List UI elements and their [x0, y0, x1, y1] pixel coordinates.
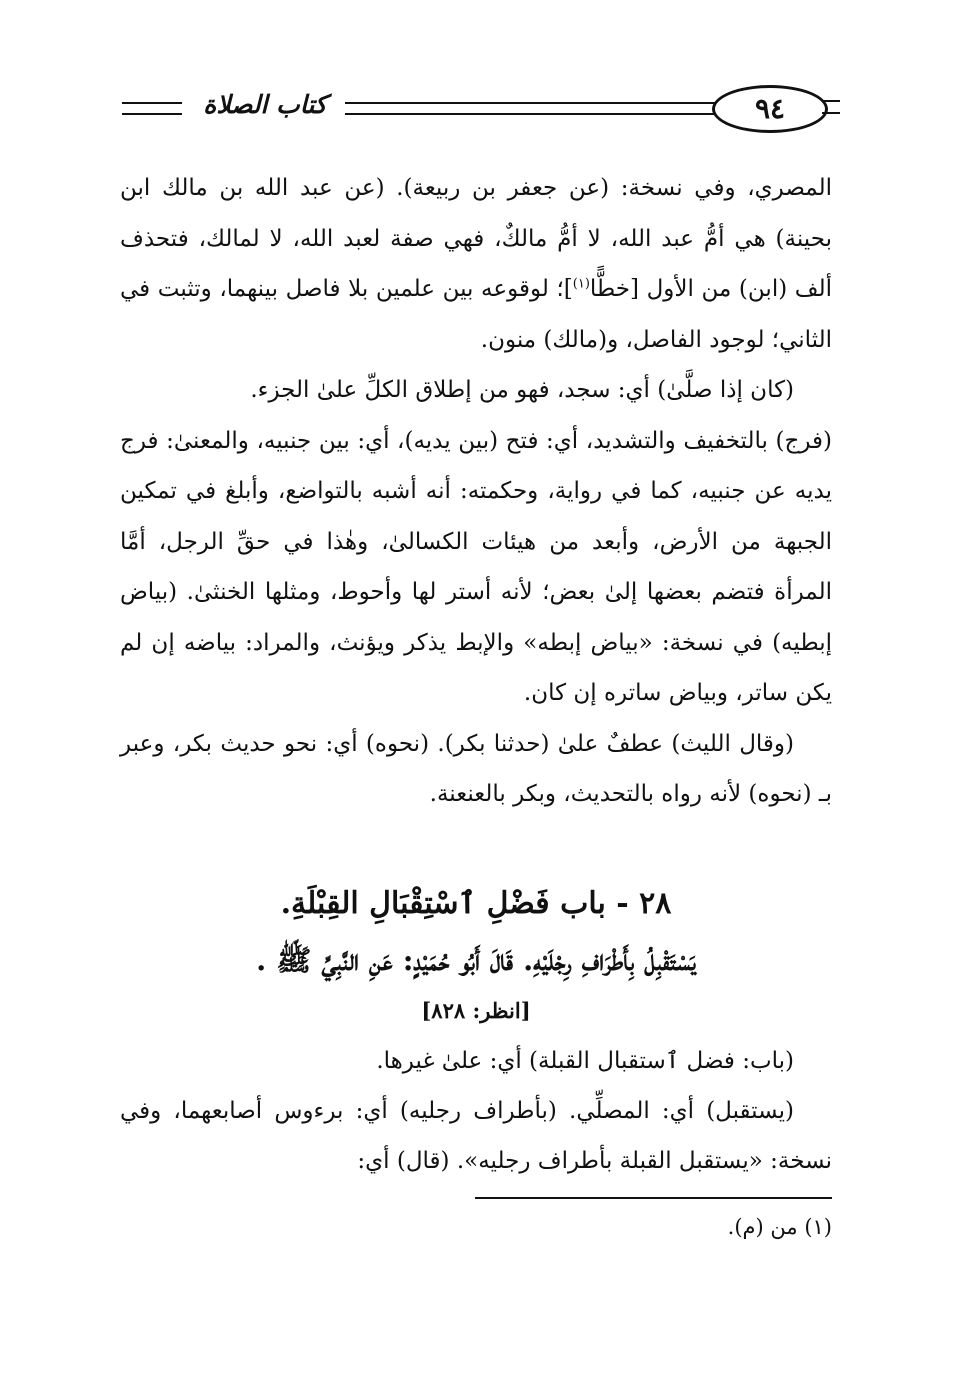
paragraph-text-cont: ]؛ لوقوعه بين علمين بلا فاصل بينهما، وتثبت في الثاني؛ لوجود الفاصل، و(مالك) منون. — [120, 276, 832, 353]
commentary-paragraph: (وقال الليث) عطفٌ علىٰ (حدثنا بكر). (نحوه) أي: نحو حديث بكر، وعبر بـ (نحوه) لأنه رواه بالتحديث، وبكر بالعنعنة. — [120, 730, 832, 807]
hadith-text: يَسْتَقْبِلُ بِأَطْرَافِ رِجْلَيْهِ. قَالَ أَبُو حُمَيْدٍ: عَنِ النَّبِيِّ ﷺ . — [256, 943, 696, 977]
header-rule-tip — [822, 100, 840, 114]
footnote-marker: (١) — [572, 276, 590, 292]
running-header — [110, 78, 840, 140]
footnote: (١) من (م). — [727, 1215, 832, 1239]
header-rule-middle — [345, 102, 735, 115]
page-number: ٩٤ — [712, 85, 828, 133]
chapter-title: ٢٨ - باب فَضْلِ ٱسْتِقْبَالِ القِبْلَةِ. — [280, 886, 672, 921]
commentary-paragraph: (فرج) بالتخفيف والتشديد، أي: فتح (بين يديه)، أي: بين جنبيه، والمعنىٰ: فرج يديه عن جنبيه، كما في رواية، وحكمته: أنه أشبه بالتواضع، وأبلغ في تمكين الجبهة من الأرض، وأبعد من هيئات الكسالىٰ، وهٰذا في حقِّ الرجل، أمَّا المرأة فتضم بعضها إلىٰ بعض؛ لأنه أستر لها وأحوط، ومثلها الخنثىٰ. (بياض إبطيه) في نسخة: «بياض إبطه» والإبط يذكر ويؤنث، والمراد: بياضه إن لم يكن ساتر، وبياض ساتره إن كان. — [120, 427, 832, 706]
commentary-bottom — [120, 1036, 832, 1186]
paragraph-text: المصري، وفي نسخة: (عن جعفر بن ربيعة). (عن عبد الله بن مالك ابن بحينة) هي أمُّ عبد الله، لا أمُّ مالكٌ، فهي صفة لعبد الله، لا لمالك، فتحذف ألف (ابن) من الأول [خطًّا — [120, 175, 832, 302]
running-title: كتاب الصلاة — [203, 90, 327, 119]
commentary-paragraph — [120, 163, 832, 365]
cross-reference: [انظر: ٨٢٨] — [421, 998, 531, 1023]
header-rule-left — [122, 102, 182, 115]
footnote-separator — [475, 1197, 832, 1199]
commentary-paragraph: (يستقبل) أي: المصلِّي. (بأطراف رجليه) أي: برءوس أصابعهما، وفي نسخة: «يستقبل القبلة بأطراف رجليه». (قال) أي: — [120, 1098, 832, 1174]
commentary-paragraph: (كان إذا صلَّىٰ) أي: سجد، فهو من إطلاق الكلِّ علىٰ الجزء. — [250, 377, 794, 403]
commentary-top — [120, 163, 832, 820]
commentary-paragraph: (باب: فضل ٱستقبال القبلة) أي: علىٰ غيرها. — [376, 1048, 794, 1074]
